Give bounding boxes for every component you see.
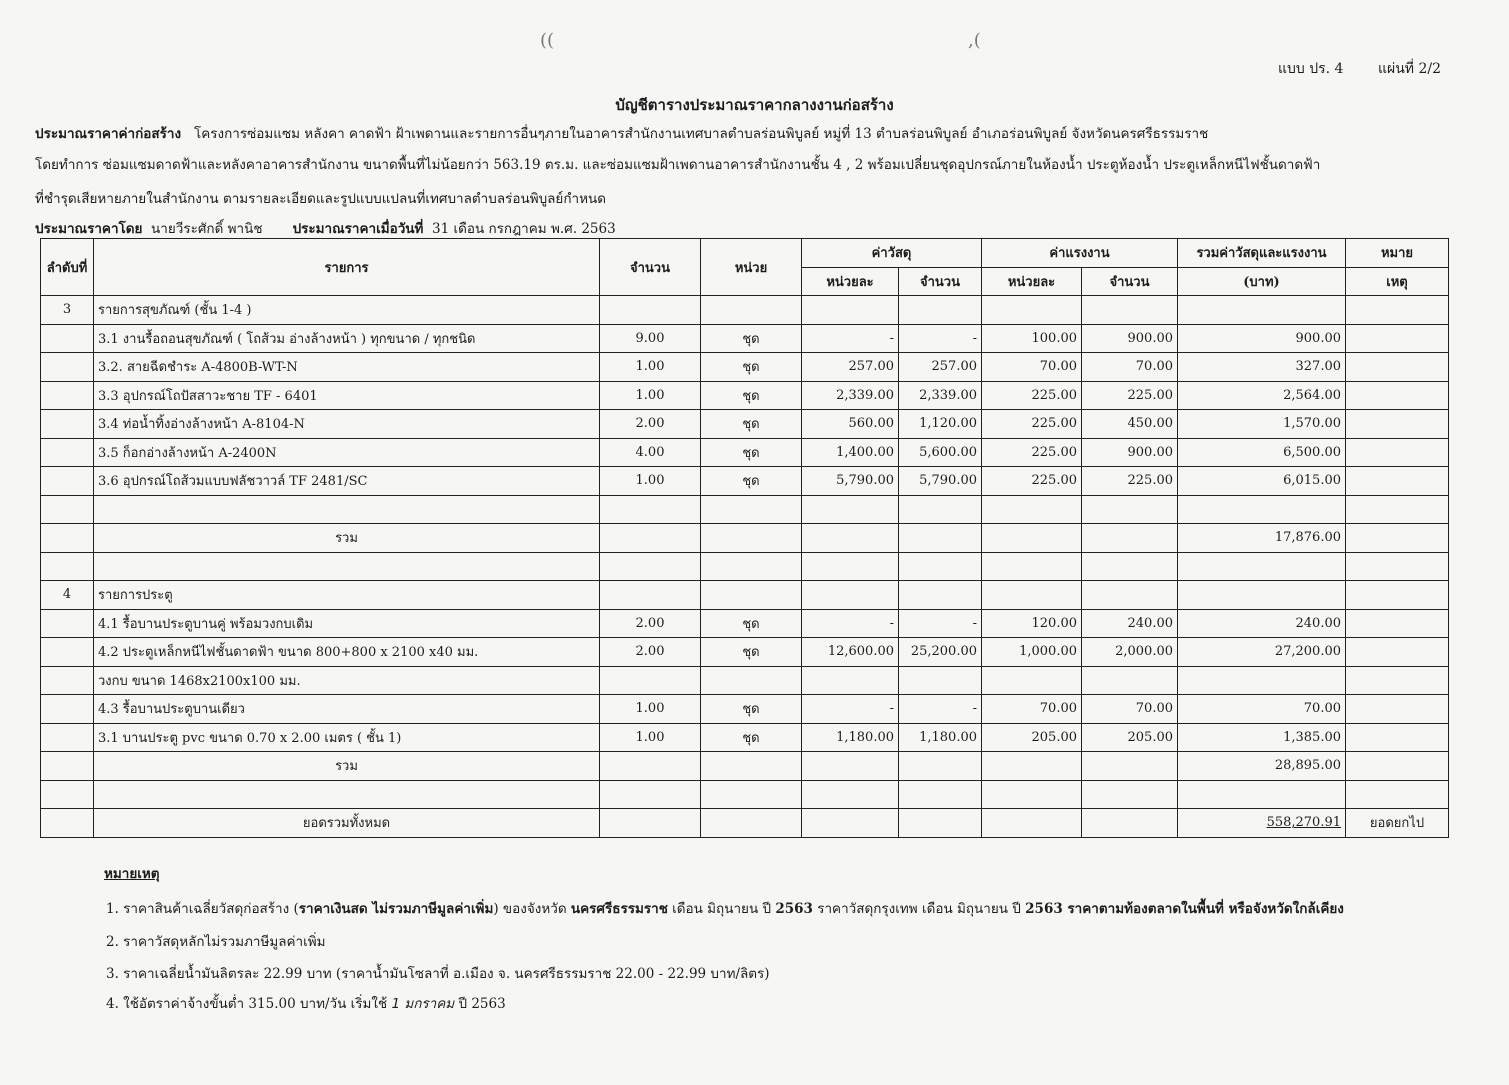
note-1-text: ) ของจังหวัด: [493, 901, 571, 917]
row-unit: [701, 752, 802, 781]
project-label: ประมาณราคาค่าก่อสร้าง: [35, 126, 182, 142]
table-row: [41, 752, 1449, 781]
row-remark: [1346, 609, 1449, 638]
material-amount: -: [899, 324, 982, 353]
row-unit: ชุด: [701, 467, 802, 496]
row-item: วงกบ ขนาด 1468x2100x100 มม.: [94, 666, 600, 695]
material-amount: [899, 752, 982, 781]
labor-unit-price: 120.00: [982, 609, 1082, 638]
row-qty: 2.00: [600, 410, 701, 439]
row-qty: [600, 809, 701, 838]
row-unit: ชุด: [701, 438, 802, 467]
row-no: [41, 780, 94, 809]
table-row: [41, 467, 1449, 496]
labor-amount: [1082, 581, 1178, 610]
sheet-number: แผ่นที่ 2/2: [1378, 61, 1442, 77]
row-item: 3.1 งานรื้อถอนสุขภัณฑ์ ( โถส้วม อ่างล้างหน้า ) ทุกขนาด / ทุกชนิด: [94, 324, 600, 353]
material-amount: [899, 809, 982, 838]
row-no: [41, 524, 94, 553]
note-1-province: นครศรีธรรมราช: [570, 901, 668, 917]
row-qty: 1.00: [600, 381, 701, 410]
row-no: [41, 666, 94, 695]
labor-unit-price: 225.00: [982, 410, 1082, 439]
row-total: 1,570.00: [1178, 410, 1346, 439]
table-row: [41, 638, 1449, 667]
row-unit: ชุด: [701, 324, 802, 353]
col-unit-header: หน่วย: [701, 239, 802, 296]
labor-amount: 70.00: [1082, 353, 1178, 382]
material-unit-price: 5,790.00: [802, 467, 899, 496]
row-item: 3.1 บานประตู pvc ขนาด 0.70 x 2.00 เมตร ( ชั้น 1): [94, 723, 600, 752]
labor-unit-price: 205.00: [982, 723, 1082, 752]
row-remark: [1346, 324, 1449, 353]
labor-amount: [1082, 809, 1178, 838]
row-remark: [1346, 666, 1449, 695]
row-total: 1,385.00: [1178, 723, 1346, 752]
row-total: 327.00: [1178, 353, 1346, 382]
row-total: [1178, 296, 1346, 325]
note-4: [106, 992, 506, 1014]
row-no: [41, 723, 94, 752]
project-description: โครงการซ่อมแซม หลังคา คาดฟ้า ฝ้าเพดานและรายการอื่นๆภายในอาคารสำนักงานเทศบาลตำบลร่อนพิบูลย์ หมู่ที่ 13 ตำบลร่อนพิบูลย์ อำเภอร่อนพิบูลย์ จังหวัดนครศรีธรรมราช: [193, 126, 1209, 142]
table-row: [41, 381, 1449, 410]
row-no: [41, 695, 94, 724]
labor-unit-price: [982, 780, 1082, 809]
scan-mark: ((: [540, 30, 555, 51]
material-unit-price: 560.00: [802, 410, 899, 439]
table-row: [41, 809, 1449, 838]
row-item: ยอดรวมทั้งหมด: [94, 809, 600, 838]
row-item: 3.3 อุปกรณ์โถปัสสาวะชาย TF - 6401: [94, 381, 600, 410]
labor-amount: [1082, 666, 1178, 695]
row-no: [41, 752, 94, 781]
row-item: 4.3 รื้อบานประตูบานเดียว: [94, 695, 600, 724]
row-no: [41, 495, 94, 524]
material-unit-price-header: หน่วยละ: [802, 267, 899, 296]
row-no: [41, 467, 94, 496]
row-no: [41, 809, 94, 838]
row-item: รายการสุขภัณฑ์ (ชั้น 1-4 ): [94, 296, 600, 325]
total-unit-header: (บาท): [1178, 267, 1346, 296]
row-qty: [600, 552, 701, 581]
row-qty: [600, 495, 701, 524]
labor-amount: [1082, 552, 1178, 581]
labor-unit-price: [982, 495, 1082, 524]
row-remark: [1346, 467, 1449, 496]
table-row: [41, 609, 1449, 638]
note-3: 3. ราคาเฉลี่ยน้ำมันลิตรละ 22.99 บาท (ราคาน้ำมันโซลาที่ อ.เมือง จ. นครศรีธรรมราช 22.00 - 22.99 บาท/ลิตร): [106, 966, 770, 982]
row-total: 2,564.00: [1178, 381, 1346, 410]
note-4-handwritten-date: 1 มกราคม: [391, 996, 455, 1012]
row-total: 6,500.00: [1178, 438, 1346, 467]
scan-mark: ,(: [968, 30, 981, 51]
row-total: 28,895.00: [1178, 752, 1346, 781]
row-qty: 1.00: [600, 723, 701, 752]
row-total: [1178, 581, 1346, 610]
table-row: [41, 353, 1449, 382]
row-remark: [1346, 381, 1449, 410]
material-amount: [899, 581, 982, 610]
row-remark: [1346, 296, 1449, 325]
row-qty: 4.00: [600, 438, 701, 467]
note-4-year: ปี 2563: [458, 996, 506, 1012]
row-qty: 1.00: [600, 695, 701, 724]
labor-amount: 2,000.00: [1082, 638, 1178, 667]
labor-amount: 205.00: [1082, 723, 1178, 752]
row-item: 3.5 ก็อกอ่างล้างหน้า A-2400N: [94, 438, 600, 467]
estimate-table: [40, 238, 1449, 838]
row-unit: [701, 780, 802, 809]
row-no: 4: [41, 581, 94, 610]
row-remark: [1346, 353, 1449, 382]
material-amount: 2,339.00: [899, 381, 982, 410]
labor-unit-price: [982, 752, 1082, 781]
row-no: [41, 638, 94, 667]
labor-amount: [1082, 495, 1178, 524]
table-row: [41, 552, 1449, 581]
row-unit: [701, 524, 802, 553]
labor-unit-price: [982, 809, 1082, 838]
note-1: [106, 897, 1344, 919]
row-remark: [1346, 695, 1449, 724]
labor-amount: [1082, 296, 1178, 325]
row-qty: 1.00: [600, 467, 701, 496]
material-amount: [899, 296, 982, 325]
note-1-year: 2563: [1025, 901, 1063, 917]
note-1-bold: ราคาเงินสด ไม่รวมภาษีมูลค่าเพิ่ม: [298, 901, 494, 917]
col-labor-header: ค่าแรงงาน: [982, 239, 1178, 268]
row-unit: ชุด: [701, 381, 802, 410]
labor-amount: 225.00: [1082, 381, 1178, 410]
row-total: [1178, 666, 1346, 695]
material-amount: 5,600.00: [899, 438, 982, 467]
material-amount: [899, 552, 982, 581]
labor-unit-price: 1,000.00: [982, 638, 1082, 667]
note-1-text: เดือน มิถุนายน ปี: [667, 901, 776, 917]
material-amount: 257.00: [899, 353, 982, 382]
note-2: 2. ราคาวัสดุหลักไม่รวมภาษีมูลค่าเพิ่ม: [106, 934, 326, 950]
labor-amount: [1082, 780, 1178, 809]
labor-unit-price: [982, 296, 1082, 325]
row-qty: [600, 581, 701, 610]
material-unit-price: [802, 752, 899, 781]
material-amount: [899, 780, 982, 809]
remark-header-2: เหตุ: [1346, 267, 1449, 296]
material-unit-price: [802, 495, 899, 524]
project-line: [35, 122, 1208, 144]
estimator-line: [35, 217, 616, 239]
row-item: 3.2. สายฉีดชำระ A-4800B-WT-N: [94, 353, 600, 382]
row-total: 558,270.91: [1178, 809, 1346, 838]
row-remark: [1346, 780, 1449, 809]
labor-amount: 900.00: [1082, 438, 1178, 467]
labor-unit-price: [982, 666, 1082, 695]
row-qty: [600, 752, 701, 781]
table-row: [41, 296, 1449, 325]
row-qty: 1.00: [600, 353, 701, 382]
material-unit-price: 1,180.00: [802, 723, 899, 752]
row-unit: [701, 581, 802, 610]
labor-unit-price: 225.00: [982, 467, 1082, 496]
col-qty-header: จำนวน: [600, 239, 701, 296]
row-remark: [1346, 752, 1449, 781]
row-unit: [701, 495, 802, 524]
col-total-header: รวมค่าวัสดุและแรงงาน: [1178, 239, 1346, 268]
row-unit: [701, 296, 802, 325]
material-amount: 25,200.00: [899, 638, 982, 667]
row-item: 4.1 รื้อบานประตูบานคู่ พร้อมวงกบเดิม: [94, 609, 600, 638]
row-total: 240.00: [1178, 609, 1346, 638]
row-qty: 9.00: [600, 324, 701, 353]
row-item: รวม: [94, 524, 600, 553]
material-unit-price: [802, 524, 899, 553]
labor-unit-price: [982, 524, 1082, 553]
col-item-header: รายการ: [94, 239, 600, 296]
material-amount: [899, 495, 982, 524]
table-row: [41, 495, 1449, 524]
table-row: [41, 666, 1449, 695]
material-unit-price: -: [802, 695, 899, 724]
material-unit-price: [802, 666, 899, 695]
row-total: 900.00: [1178, 324, 1346, 353]
row-remark: [1346, 524, 1449, 553]
labor-amount: 70.00: [1082, 695, 1178, 724]
row-unit: ชุด: [701, 353, 802, 382]
scope-line-continued: ที่ชำรุดเสียหายภายในสำนักงาน ตามรายละเอียดและรูปแบบแปลนที่เทศบาลตำบลร่อนพิบูลย์กำหนด: [35, 191, 606, 207]
row-unit: [701, 809, 802, 838]
document-title: บัญชีตารางประมาณราคากลางงานก่อสร้าง: [615, 96, 894, 114]
col-no-header: ลำดับที่: [41, 239, 94, 296]
col-remark-header: หมาย: [1346, 239, 1449, 268]
estimator-name: นายวีระศักดิ์ พานิช: [151, 221, 263, 237]
row-total: 6,015.00: [1178, 467, 1346, 496]
row-item: รายการประตู: [94, 581, 600, 610]
note-1-text: 1. ราคาสินค้าเฉลี่ยวัสดุก่อสร้าง (: [106, 901, 299, 917]
material-amount: 1,180.00: [899, 723, 982, 752]
material-unit-price: 12,600.00: [802, 638, 899, 667]
table-row: [41, 581, 1449, 610]
material-amount: 1,120.00: [899, 410, 982, 439]
note-4-text: 4. ใช้อัตราค่าจ้างขั้นต่ำ 315.00 บาท/วัน เริ่มใช้: [106, 996, 388, 1012]
row-remark: [1346, 552, 1449, 581]
row-item: [94, 780, 600, 809]
row-total: [1178, 552, 1346, 581]
estimator-label: ประมาณราคาโดย: [35, 221, 143, 237]
labor-amount: 900.00: [1082, 324, 1178, 353]
material-unit-price: -: [802, 324, 899, 353]
labor-amount: [1082, 524, 1178, 553]
labor-unit-price: [982, 552, 1082, 581]
row-item: 3.6 อุปกรณ์โถส้วมแบบฟลัชวาวล์ TF 2481/SC: [94, 467, 600, 496]
notes-title: หมายเหตุ: [104, 866, 160, 882]
row-unit: [701, 666, 802, 695]
row-no: [41, 381, 94, 410]
row-no: [41, 552, 94, 581]
scope-line: โดยทำการ ซ่อมแซมดาดฟ้าและหลังคาอาคารสำนักงาน ขนาดพื้นที่ไม่น้อยกว่า 563.19 ตร.ม. และซ่อมแซมฝ้าเพดานอาคารสำนักงานชั้น 4 , 2 พร้อมเปลี่ยนชุดอุปกรณ์ภายในห้องน้ำ ประตูห้องน้ำ ประตูเหล็กหนีไฟชั้นดาดฟ้า: [35, 157, 1321, 173]
labor-unit-price: 225.00: [982, 438, 1082, 467]
row-item: [94, 552, 600, 581]
material-amount: [899, 524, 982, 553]
table-row: [41, 410, 1449, 439]
note-1-bold: ราคาตามท้องตลาดในพื้นที่ หรือจังหวัดใกล้เคียง: [1062, 901, 1344, 917]
table-row: [41, 723, 1449, 752]
row-remark: [1346, 638, 1449, 667]
table-row: [41, 524, 1449, 553]
form-code: แบบ ปร. 4: [1278, 61, 1344, 77]
row-total: [1178, 495, 1346, 524]
labor-amount-header: จำนวน: [1082, 267, 1178, 296]
col-material-header: ค่าวัสดุ: [802, 239, 982, 268]
row-remark: [1346, 581, 1449, 610]
material-amount: -: [899, 609, 982, 638]
row-no: [41, 353, 94, 382]
row-total: 27,200.00: [1178, 638, 1346, 667]
row-no: [41, 324, 94, 353]
labor-amount: [1082, 752, 1178, 781]
row-qty: [600, 780, 701, 809]
row-unit: ชุด: [701, 609, 802, 638]
material-unit-price: [802, 780, 899, 809]
row-remark: [1346, 438, 1449, 467]
row-item: [94, 495, 600, 524]
material-unit-price: [802, 809, 899, 838]
date-label: ประมาณราคาเมื่อวันที่: [292, 221, 424, 237]
estimate-date: 31 เดือน กรกฎาคม พ.ศ. 2563: [432, 221, 616, 237]
row-remark: [1346, 495, 1449, 524]
row-qty: 2.00: [600, 609, 701, 638]
material-amount: 5,790.00: [899, 467, 982, 496]
row-no: [41, 438, 94, 467]
row-unit: [701, 552, 802, 581]
labor-unit-price: 70.00: [982, 353, 1082, 382]
table-row: [41, 780, 1449, 809]
material-unit-price: [802, 552, 899, 581]
labor-unit-price: 100.00: [982, 324, 1082, 353]
row-total: [1178, 780, 1346, 809]
material-amount-header: จำนวน: [899, 267, 982, 296]
material-unit-price: [802, 296, 899, 325]
material-amount: [899, 666, 982, 695]
row-unit: ชุด: [701, 410, 802, 439]
table-row: [41, 438, 1449, 467]
row-qty: [600, 296, 701, 325]
row-unit: ชุด: [701, 695, 802, 724]
material-unit-price: [802, 581, 899, 610]
row-qty: [600, 524, 701, 553]
labor-unit-price: 225.00: [982, 381, 1082, 410]
row-qty: 2.00: [600, 638, 701, 667]
labor-unit-price-header: หน่วยละ: [982, 267, 1082, 296]
row-unit: ชุด: [701, 723, 802, 752]
row-unit: ชุด: [701, 638, 802, 667]
table-row: [41, 324, 1449, 353]
labor-unit-price: [982, 581, 1082, 610]
row-no: [41, 609, 94, 638]
row-remark: ยอดยกไป: [1346, 809, 1449, 838]
labor-amount: 450.00: [1082, 410, 1178, 439]
row-item: 3.4 ท่อน้ำทิ้งอ่างล้างหน้า A-8104-N: [94, 410, 600, 439]
material-unit-price: 257.00: [802, 353, 899, 382]
row-total: 70.00: [1178, 695, 1346, 724]
row-remark: [1346, 410, 1449, 439]
material-amount: -: [899, 695, 982, 724]
labor-unit-price: 70.00: [982, 695, 1082, 724]
labor-amount: 240.00: [1082, 609, 1178, 638]
note-1-text: ราคาวัสดุกรุงเทพ เดือน มิถุนายน ปี: [812, 901, 1026, 917]
table-row: [41, 695, 1449, 724]
note-1-year: 2563: [775, 901, 813, 917]
row-total: 17,876.00: [1178, 524, 1346, 553]
row-no: 3: [41, 296, 94, 325]
material-unit-price: 1,400.00: [802, 438, 899, 467]
material-unit-price: 2,339.00: [802, 381, 899, 410]
row-remark: [1346, 723, 1449, 752]
row-item: รวม: [94, 752, 600, 781]
row-no: [41, 410, 94, 439]
material-unit-price: -: [802, 609, 899, 638]
row-qty: [600, 666, 701, 695]
labor-amount: 225.00: [1082, 467, 1178, 496]
row-item: 4.2 ประตูเหล็กหนีไฟชั้นดาดฟ้า ขนาด 800+800 x 2100 x40 มม.: [94, 638, 600, 667]
